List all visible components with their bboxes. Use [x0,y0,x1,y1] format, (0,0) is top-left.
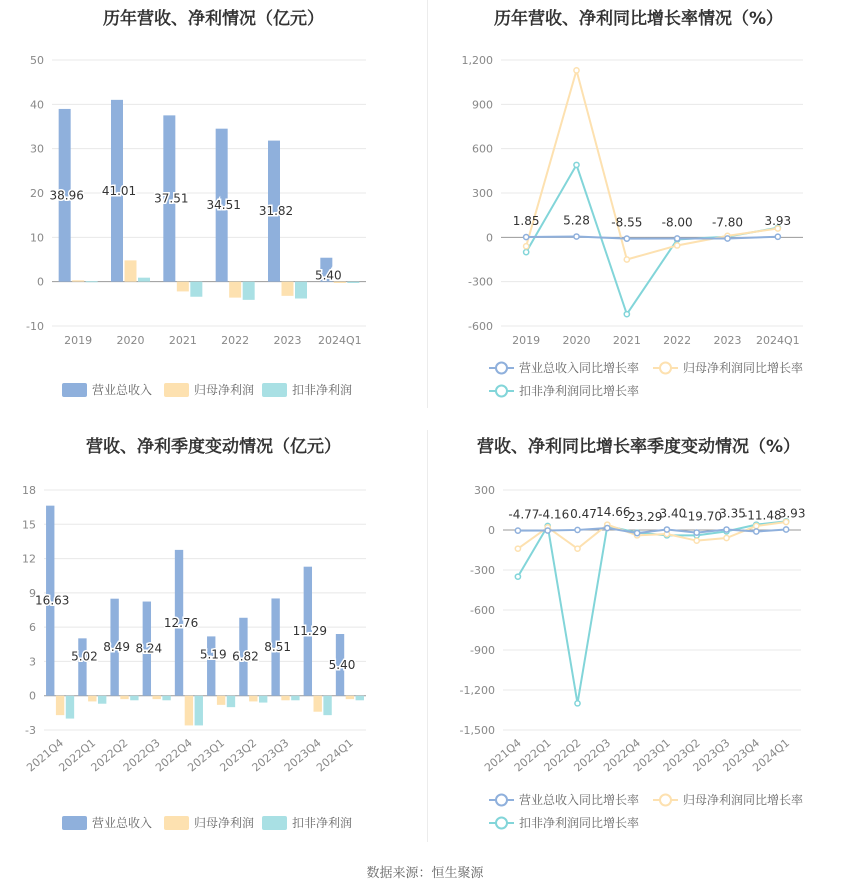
x-tick-label: 2022 [221,334,250,347]
legend-label: 归母净利润同比增长率 [683,361,804,375]
x-tick-label: 2022Q4 [153,736,195,775]
series-point [545,528,550,533]
x-tick-label: 2019 [512,334,541,347]
y-tick-label: 3 [29,655,36,669]
data-label: 38.96 [49,188,84,203]
x-tick-label: 2023Q1 [631,736,673,775]
y-tick-label: 10 [30,231,44,245]
series-point [624,257,629,262]
legend-swatch-marker [660,363,671,374]
x-tick-label: 2022Q2 [541,736,584,775]
y-tick-label: -900 [470,644,495,657]
data-label: 34.51 [206,198,241,213]
y-tick-label: 1,200 [461,54,493,67]
bar [249,696,257,702]
chart-title: 营收、净利季度变动情况（亿元） [86,437,341,457]
bar [185,696,193,726]
data-label: 8.24 [135,641,163,656]
legend-swatch-marker [496,818,507,829]
y-tick-label: 0 [37,275,44,289]
bar [125,260,137,281]
legend-label: 扣非净利润同比增长率 [519,816,640,830]
legend-swatch-marker [496,363,507,374]
x-tick-label: 2021 [168,334,197,347]
y-tick-label: 600 [472,142,493,156]
legend-swatch-marker [660,795,671,806]
legend-label: 扣非净利润 [292,383,353,397]
legend-label: 归母净利润同比增长率 [683,793,804,807]
data-label: 3.40 [659,506,687,521]
chart-title: 历年营收、净利情况（亿元） [103,9,324,29]
y-tick-label: 20 [30,187,44,200]
y-tick-label: -3 [25,724,36,737]
x-tick-label: 2024Q1 [314,736,356,775]
series-point [575,701,580,706]
data-label: -19.70 [683,509,723,524]
series-point [775,234,780,239]
x-tick-label: 2022Q1 [511,736,554,775]
legend-label: 营业总收入 [92,816,153,830]
data-label: 6.82 [232,649,259,664]
y-tick-label: 12 [22,552,36,566]
x-tick-label: 2021Q4 [24,736,67,775]
bar [98,696,106,704]
series-point [724,535,729,540]
data-label: 3.93 [764,213,792,228]
series-point [575,546,580,551]
y-tick-label: 30 [30,142,44,156]
bar [207,636,215,695]
bar [130,696,138,701]
series-point [605,525,610,530]
chart-title: 历年营收、净利同比增长率情况（%） [493,9,784,29]
data-label: 3.35 [719,506,746,521]
quarterly-amount-chart [0,428,427,853]
x-tick-label: 2023Q2 [660,736,703,775]
data-label: 5.19 [199,647,227,662]
y-tick-label: -1,200 [459,684,495,697]
x-tick-label: 2023Q4 [720,736,763,775]
legend-swatch [262,816,287,830]
x-tick-label: 2023Q1 [185,736,228,775]
x-tick-label: 2023Q3 [690,736,733,775]
legend-swatch [164,383,189,397]
data-label: 11.29 [292,624,328,639]
bar [120,696,128,699]
bar [346,696,354,699]
data-label: 8.51 [264,640,291,655]
x-tick-label: 2021 [612,334,641,347]
legend-swatch [62,816,87,830]
bar [291,696,299,701]
data-label: 12.76 [163,615,199,630]
bar [323,696,331,715]
y-tick-label: 6 [29,621,36,635]
legend-label: 营业总收入同比增长率 [519,793,640,807]
annual-growth-chart [427,0,850,420]
annual-amount-chart [0,0,427,420]
data-label: 14.66 [596,505,631,520]
series-point [675,236,680,241]
series-point [624,312,629,317]
data-label: 31.82 [258,204,294,219]
bar [347,282,359,283]
series-line [518,528,786,533]
legend-swatch [62,383,87,397]
series-point [515,546,520,551]
data-label: -4.16 [538,507,570,522]
data-label: 0.47 [570,506,597,521]
bar [259,696,267,703]
y-tick-label: 15 [22,518,36,532]
data-label: 8.49 [103,640,130,655]
series-point [524,244,529,249]
quarterly-amount-panel [0,428,427,853]
bar [153,696,161,699]
bar [177,282,189,292]
y-tick-label: 900 [472,98,493,112]
x-tick-label: 2022Q2 [88,736,131,775]
x-tick-label: 2022 [663,334,692,347]
series-point [635,531,640,536]
bar [72,280,84,281]
series-point [574,234,579,239]
data-label: -23.29 [623,510,663,525]
x-tick-label: 2020 [116,334,145,347]
bar [217,696,225,705]
bar [195,696,203,726]
x-tick-label: 2022Q3 [120,736,163,775]
legend-label: 扣非净利润同比增长率 [519,384,640,398]
data-label: 5.40 [314,268,342,283]
x-tick-label: 2023Q4 [281,736,324,775]
data-label: 1.85 [512,214,540,229]
series-point [574,162,579,167]
legend-swatch [164,816,189,830]
y-tick-label: 0 [29,689,36,703]
legend-label: 营业总收入同比增长率 [519,361,640,375]
y-tick-label: -600 [470,604,495,617]
bar [295,282,307,299]
y-tick-label: 300 [474,484,495,497]
series-line [518,521,786,703]
data-label: 16.63 [35,593,70,608]
x-tick-label: 2023 [713,334,742,347]
legend-label: 归母净利润 [194,383,255,397]
y-tick-label: -10 [26,320,44,333]
series-point [524,250,529,255]
series-point [724,527,729,532]
bar [78,638,86,695]
bar [356,696,364,701]
y-tick-label: -600 [468,320,493,333]
bar [227,696,235,707]
series-point [784,527,789,532]
data-label: -8.00 [661,215,693,230]
data-label: 5.28 [563,213,590,228]
data-label: 5.02 [71,649,98,664]
series-point [725,236,730,241]
series-point [515,574,520,579]
y-tick-label: -300 [470,564,495,577]
data-label: -7.80 [711,215,744,230]
data-label: -4.77 [508,507,540,522]
y-tick-label: -1,500 [459,724,495,737]
bar [190,282,202,297]
y-tick-label: 0 [486,231,493,245]
series-point [694,530,699,535]
bar [314,696,322,712]
data-source: 数据来源：恒生聚源 [366,866,484,881]
legend-swatch [262,383,287,397]
bar [281,696,289,701]
bar [282,282,294,296]
series-point [574,68,579,73]
bar [56,696,64,715]
bar [66,696,74,719]
series-point [694,538,699,543]
x-tick-label: 2022Q4 [601,736,644,775]
legend-label: 扣非净利润 [292,816,353,830]
legend-label: 营业总收入 [92,383,153,397]
legend-swatch-marker [496,386,507,397]
y-tick-label: 40 [30,98,44,112]
y-tick-label: 0 [488,524,495,537]
data-label: 5.40 [328,657,356,672]
y-tick-label: 300 [472,187,493,200]
x-tick-label: 2023 [273,334,302,347]
series-point [624,236,629,241]
series-point [754,523,759,528]
quarterly-growth-chart [427,428,850,853]
y-tick-label: -300 [468,275,493,289]
bar [138,278,150,282]
y-tick-label: 18 [22,484,36,497]
y-tick-label: 50 [30,54,44,67]
data-label: 41.01 [101,183,137,198]
annual-amount-panel [0,0,427,420]
bar [86,281,98,282]
x-tick-label: 2019 [64,334,93,347]
series-line [526,70,778,259]
series-point [575,527,580,532]
legend-swatch-marker [496,795,507,806]
x-tick-label: 2024Q1 [756,334,800,347]
legend-label: 归母净利润 [194,816,255,830]
x-tick-label: 2024Q1 [318,334,362,347]
data-label: -8.55 [611,215,643,230]
series-point [524,234,529,239]
series-point [515,528,520,533]
x-tick-label: 2024Q1 [750,736,793,775]
data-label: -11.48 [742,508,782,523]
y-tick-label: 9 [29,586,36,600]
bar [162,696,170,701]
series-point [664,527,669,532]
bar [88,696,96,702]
bar [229,282,241,298]
x-tick-label: 2023Q2 [217,736,260,775]
x-tick-label: 2020 [562,334,591,347]
data-label: 37.51 [154,191,189,206]
x-tick-label: 2022Q3 [571,736,614,775]
quarterly-growth-panel [427,428,850,853]
x-tick-label: 2023Q3 [249,736,292,775]
chart-title: 营收、净利同比增长率季度变动情况（%） [476,437,801,457]
data-label: 3.93 [778,506,806,521]
x-tick-label: 2022Q1 [56,736,99,775]
bar [243,282,255,300]
annual-growth-panel [427,0,850,420]
series-point [754,529,759,534]
series-point [675,243,680,248]
x-tick-label: 2021Q4 [482,736,524,775]
